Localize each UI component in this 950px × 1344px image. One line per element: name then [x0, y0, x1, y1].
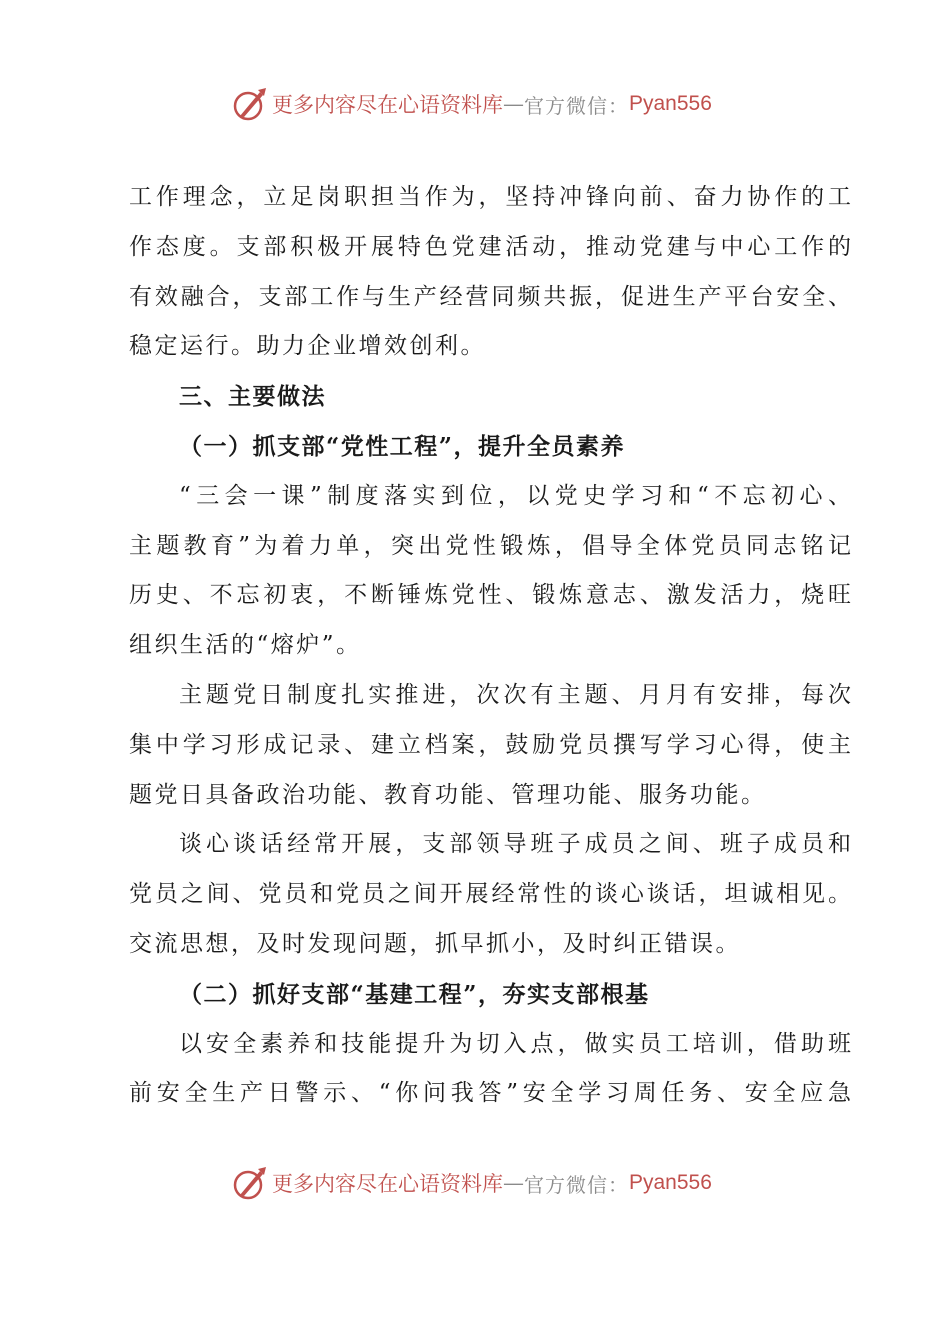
text-line: 集中学习形成记录、建立档案，鼓励党员撰写学习心得，使主: [129, 731, 851, 758]
text-line: 主题党日制度扎实推进，次次有主题、月月有安排，每次: [179, 681, 851, 708]
watermark-main-text: 更多内容尽在心语资料库: [272, 1172, 503, 1196]
text-line: 历史、不忘初衷，不断锤炼党性、锻炼意志、激发活力，烧旺: [129, 582, 851, 609]
subheading-2: （二）抓好支部“基建工程”，夯实支部根基: [179, 980, 650, 1008]
text-line: 党员之间、党员和党员之间开展经常性的谈心谈话，坦诚相见。: [129, 881, 851, 908]
text-line: 有效融合，支部工作与生产经营同频共振，促进生产平台安全、: [129, 283, 851, 310]
paragraph-intro: [129, 173, 851, 372]
text-line: 工作理念，立足岗职担当作为，坚持冲锋向前、奋力协作的工: [129, 184, 851, 210]
watermark-dash: —: [503, 92, 524, 116]
text-line: 前安全生产日警示、“你问我答”安全学习周任务、安全应急: [129, 1080, 851, 1107]
text-line: 题党日具备政治功能、教育功能、管理功能、服务功能。: [129, 781, 767, 808]
text-line: 主题教育”为着力单，突出党性锻炼，倡导全体党员同志铭记: [129, 532, 851, 559]
text-line: 谈心谈话经常开展，支部领导班子成员之间、班子成员和: [179, 831, 851, 858]
watermark-banner-bottom: [230, 1161, 712, 1205]
paragraph-2: [129, 671, 851, 820]
quill-logo-icon: [230, 1163, 270, 1203]
text-line: 组织生活的“熔炉”。: [129, 632, 362, 659]
text-line: 交流思想，及时发现问题，抓早抓小，及时纠正错误。: [129, 930, 741, 957]
paragraph-4: [129, 1020, 851, 1120]
text-line: 以安全素养和技能提升为切入点，做实员工培训，借助班: [179, 1030, 851, 1057]
text-line: 稳定运行。助力企业增效创利。: [129, 333, 486, 360]
paragraph-1: [129, 472, 851, 671]
document-body: [129, 173, 851, 1119]
watermark-wechat-id: Pyan556: [629, 92, 712, 115]
section-heading: 三、主要做法: [179, 383, 326, 411]
watermark-banner-top: [230, 82, 712, 126]
watermark-wechat-id: Pyan556: [629, 1171, 712, 1194]
subheading-1: （一）抓支部“党性工程”，提升全员素养: [179, 432, 625, 460]
text-line: “三会一课”制度落实到位，以党史学习和“不忘初心、: [179, 482, 851, 509]
watermark-sub-text: 官方微信：: [524, 1172, 629, 1197]
quill-logo-icon: [230, 84, 270, 124]
text-line: 作态度。支部积极开展特色党建活动，推动党建与中心工作的: [129, 233, 851, 260]
watermark-sub-text: 官方微信：: [524, 93, 629, 118]
watermark-dash: —: [503, 1171, 524, 1195]
watermark-main-text: 更多内容尽在心语资料库: [272, 93, 503, 117]
paragraph-3: [129, 820, 851, 969]
